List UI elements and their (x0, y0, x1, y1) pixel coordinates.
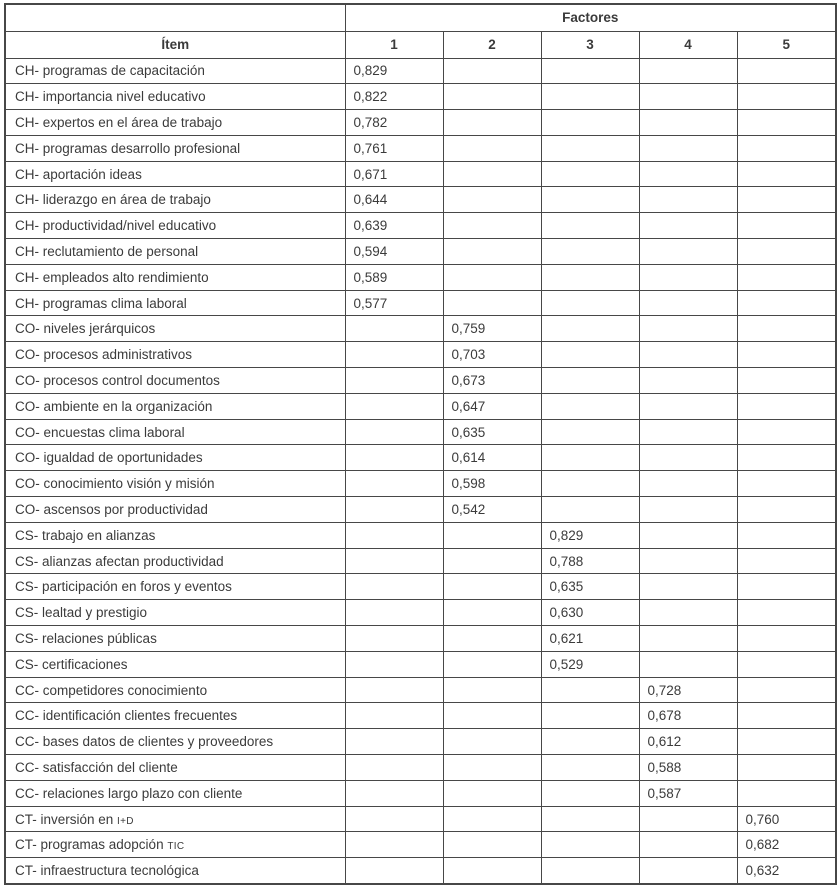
factor-value-cell (639, 574, 737, 600)
factor-value-cell: 0,614 (443, 445, 541, 471)
header-row-factores (5, 4, 836, 31)
factor-value-cell (737, 548, 836, 574)
factor-value-cell: 0,588 (639, 755, 737, 781)
table-row (5, 419, 836, 445)
factor-value-cell (737, 755, 836, 781)
factor-value-cell (345, 445, 443, 471)
item-label-cell: CS- trabajo en alianzas (5, 522, 345, 548)
factor-value-cell (737, 574, 836, 600)
factor-value-cell (737, 239, 836, 265)
table-header (5, 4, 836, 58)
table-row (5, 239, 836, 265)
factor-value-cell (639, 368, 737, 394)
item-label-cell: CH- reclutamiento de personal (5, 239, 345, 265)
factor-value-cell (345, 342, 443, 368)
factor-value-cell (541, 858, 639, 884)
item-label-cell: CO- conocimiento visión y misión (5, 471, 345, 497)
factor-value-cell (443, 84, 541, 110)
factor-value-cell (541, 187, 639, 213)
factor-value-cell (345, 755, 443, 781)
table-row (5, 290, 836, 316)
table-row (5, 497, 836, 523)
factor-loadings-table (4, 3, 837, 885)
item-label-cell: CS- participación en foros y eventos (5, 574, 345, 600)
factor-column-header-1: 1 (345, 31, 443, 58)
table-row (5, 780, 836, 806)
factor-value-cell (443, 806, 541, 832)
factor-value-cell (737, 445, 836, 471)
factor-value-cell (639, 264, 737, 290)
factor-value-cell (639, 600, 737, 626)
factor-value-cell: 0,621 (541, 626, 639, 652)
factor-value-cell (737, 497, 836, 523)
factor-value-cell (345, 806, 443, 832)
table-row (5, 264, 836, 290)
factores-header-cell: Factores (345, 4, 836, 31)
factor-value-cell (345, 677, 443, 703)
factor-value-cell: 0,577 (345, 290, 443, 316)
factor-value-cell (541, 316, 639, 342)
item-label-cell: CH- aportación ideas (5, 161, 345, 187)
factor-value-cell: 0,671 (345, 161, 443, 187)
factor-value-cell: 0,612 (639, 729, 737, 755)
factor-value-cell (443, 161, 541, 187)
factor-value-cell: 0,630 (541, 600, 639, 626)
factor-value-cell (541, 780, 639, 806)
item-label-cell: CO- procesos control documentos (5, 368, 345, 394)
factor-value-cell (541, 497, 639, 523)
item-label-cell: CO- ascensos por productividad (5, 497, 345, 523)
factor-value-cell (639, 84, 737, 110)
factor-value-cell (345, 419, 443, 445)
factor-value-cell: 0,703 (443, 342, 541, 368)
factor-value-cell (443, 755, 541, 781)
factor-value-cell (345, 368, 443, 394)
factor-value-cell: 0,822 (345, 84, 443, 110)
item-label-cell: CH- productividad/nivel educativo (5, 213, 345, 239)
factor-value-cell (737, 368, 836, 394)
table-row (5, 600, 836, 626)
factor-value-cell (443, 600, 541, 626)
factor-value-cell (345, 780, 443, 806)
factor-value-cell (737, 522, 836, 548)
factor-value-cell (737, 264, 836, 290)
factor-value-cell (639, 806, 737, 832)
factor-column-header-2: 2 (443, 31, 541, 58)
factor-value-cell (443, 703, 541, 729)
factor-value-cell (443, 135, 541, 161)
factor-value-cell (541, 729, 639, 755)
factor-value-cell (443, 290, 541, 316)
factor-value-cell (345, 522, 443, 548)
factor-value-cell: 0,788 (541, 548, 639, 574)
factor-value-cell (443, 110, 541, 136)
factor-value-cell (737, 626, 836, 652)
header-row-columns (5, 31, 836, 58)
factor-value-cell (541, 393, 639, 419)
factor-value-cell: 0,635 (541, 574, 639, 600)
item-label-cell: CH- empleados alto rendimiento (5, 264, 345, 290)
factor-value-cell (639, 522, 737, 548)
factor-value-cell (443, 239, 541, 265)
factor-value-cell (541, 806, 639, 832)
table-row (5, 342, 836, 368)
factor-value-cell (443, 187, 541, 213)
factor-value-cell: 0,678 (639, 703, 737, 729)
table-row (5, 755, 836, 781)
factor-value-cell (639, 316, 737, 342)
factor-value-cell (345, 729, 443, 755)
factor-value-cell (443, 780, 541, 806)
factor-value-cell: 0,761 (345, 135, 443, 161)
factor-value-cell (737, 677, 836, 703)
factor-value-cell (737, 213, 836, 239)
item-label-cell: CH- programas desarrollo profesional (5, 135, 345, 161)
smallcaps-text: TIC (167, 841, 185, 853)
factor-value-cell: 0,644 (345, 187, 443, 213)
item-label-cell: CC- identificación clientes frecuentes (5, 703, 345, 729)
table-row (5, 368, 836, 394)
factor-value-cell (639, 858, 737, 884)
factor-value-cell (345, 832, 443, 858)
factor-value-cell: 0,673 (443, 368, 541, 394)
item-label-cell: CC- relaciones largo plazo con cliente (5, 780, 345, 806)
factor-value-cell (639, 419, 737, 445)
item-label-cell: CH- importancia nivel educativo (5, 84, 345, 110)
factor-value-cell (737, 316, 836, 342)
factor-value-cell: 0,635 (443, 419, 541, 445)
factor-value-cell (541, 368, 639, 394)
item-label-cell: CC- bases datos de clientes y proveedores (5, 729, 345, 755)
factor-value-cell (443, 858, 541, 884)
factor-value-cell: 0,647 (443, 393, 541, 419)
factor-value-cell: 0,759 (443, 316, 541, 342)
factor-value-cell (345, 497, 443, 523)
table-row (5, 806, 836, 832)
factor-value-cell: 0,639 (345, 213, 443, 239)
table-row (5, 316, 836, 342)
item-label-cell: CO- encuestas clima laboral (5, 419, 345, 445)
table-row (5, 574, 836, 600)
factor-value-cell (639, 239, 737, 265)
factor-value-cell (345, 393, 443, 419)
factor-value-cell (345, 651, 443, 677)
factor-value-cell (541, 161, 639, 187)
factor-value-cell (443, 58, 541, 84)
item-label-cell: CH- expertos en el área de trabajo (5, 110, 345, 136)
factor-value-cell (737, 58, 836, 84)
factor-value-cell (639, 471, 737, 497)
factor-value-cell: 0,594 (345, 239, 443, 265)
factor-value-cell (737, 187, 836, 213)
factor-value-cell (737, 729, 836, 755)
factor-value-cell (639, 445, 737, 471)
factor-value-cell (737, 703, 836, 729)
factor-value-cell (443, 522, 541, 548)
factor-value-cell (639, 161, 737, 187)
table-row (5, 832, 836, 858)
factor-value-cell (541, 419, 639, 445)
factor-value-cell (541, 703, 639, 729)
factor-value-cell (443, 213, 541, 239)
factor-value-cell (541, 445, 639, 471)
factor-value-cell (443, 574, 541, 600)
factor-value-cell (639, 110, 737, 136)
factor-value-cell (639, 290, 737, 316)
table-row (5, 471, 836, 497)
factor-value-cell (443, 832, 541, 858)
factor-value-cell: 0,589 (345, 264, 443, 290)
factor-value-cell (737, 419, 836, 445)
table-row (5, 651, 836, 677)
factor-value-cell (737, 471, 836, 497)
factor-value-cell (737, 84, 836, 110)
factor-value-cell (541, 84, 639, 110)
factor-column-header-4: 4 (639, 31, 737, 58)
factor-value-cell (443, 626, 541, 652)
factor-value-cell (737, 110, 836, 136)
factor-value-cell: 0,598 (443, 471, 541, 497)
factor-value-cell (541, 110, 639, 136)
corner-empty-cell (5, 4, 345, 31)
factor-value-cell: 0,728 (639, 677, 737, 703)
factor-value-cell (345, 626, 443, 652)
factor-value-cell (345, 703, 443, 729)
factor-value-cell (443, 677, 541, 703)
table-row (5, 135, 836, 161)
item-label-cell: CS- lealtad y prestigio (5, 600, 345, 626)
table-row (5, 445, 836, 471)
factor-value-cell: 0,542 (443, 497, 541, 523)
table-body (5, 58, 836, 884)
factor-value-cell (541, 755, 639, 781)
table-row (5, 187, 836, 213)
item-label-cell: CT- programas adopción TIC (5, 832, 345, 858)
factor-value-cell (541, 832, 639, 858)
table-row (5, 677, 836, 703)
item-label-cell: CO- ambiente en la organización (5, 393, 345, 419)
factor-value-cell (639, 342, 737, 368)
factor-value-cell: 0,587 (639, 780, 737, 806)
factor-value-cell (443, 729, 541, 755)
factor-value-cell (639, 651, 737, 677)
factor-value-cell (541, 213, 639, 239)
factor-value-cell: 0,829 (345, 58, 443, 84)
item-label-cell: CC- competidores conocimiento (5, 677, 345, 703)
factor-value-cell (737, 342, 836, 368)
item-label-cell: CC- satisfacción del cliente (5, 755, 345, 781)
table-row (5, 161, 836, 187)
factor-value-cell: 0,529 (541, 651, 639, 677)
factor-value-cell (443, 651, 541, 677)
item-label-cell: CH- liderazgo en área de trabajo (5, 187, 345, 213)
item-label-cell: CS- alianzas afectan productividad (5, 548, 345, 574)
factor-column-header-3: 3 (541, 31, 639, 58)
factor-value-cell (639, 213, 737, 239)
table-row (5, 110, 836, 136)
item-label-cell: CO- igualdad de oportunidades (5, 445, 345, 471)
item-label-cell: CS- relaciones públicas (5, 626, 345, 652)
factor-value-cell (541, 471, 639, 497)
factor-value-cell (639, 393, 737, 419)
factor-value-cell (737, 161, 836, 187)
factor-value-cell (639, 187, 737, 213)
factor-value-cell (345, 471, 443, 497)
table-row (5, 393, 836, 419)
factor-value-cell (345, 574, 443, 600)
table-row (5, 548, 836, 574)
factor-value-cell: 0,829 (541, 522, 639, 548)
factor-value-cell (639, 497, 737, 523)
factor-value-cell (345, 316, 443, 342)
table-row (5, 213, 836, 239)
item-label-cell: CO- niveles jerárquicos (5, 316, 345, 342)
factor-value-cell (443, 548, 541, 574)
factor-value-cell: 0,760 (737, 806, 836, 832)
factor-value-cell (737, 135, 836, 161)
factor-value-cell (541, 58, 639, 84)
item-header-cell: Ítem (5, 31, 345, 58)
factor-value-cell (737, 600, 836, 626)
factor-value-cell (443, 264, 541, 290)
factor-value-cell: 0,632 (737, 858, 836, 884)
table-row (5, 626, 836, 652)
factor-value-cell (737, 780, 836, 806)
table-row (5, 522, 836, 548)
factor-value-cell (737, 290, 836, 316)
item-label-cell: CO- procesos administrativos (5, 342, 345, 368)
factor-value-cell (639, 548, 737, 574)
table-row (5, 84, 836, 110)
item-label-cell: CH- programas clima laboral (5, 290, 345, 316)
item-label-cell: CT- infraestructura tecnológica (5, 858, 345, 884)
factor-value-cell (639, 626, 737, 652)
factor-value-cell (345, 858, 443, 884)
smallcaps-text: I+D (117, 815, 134, 827)
factor-value-cell (639, 58, 737, 84)
factor-value-cell (541, 264, 639, 290)
item-label-cell: CH- programas de capacitación (5, 58, 345, 84)
factor-value-cell (541, 239, 639, 265)
factor-value-cell (345, 548, 443, 574)
item-label-cell: CT- inversión en I+D (5, 806, 345, 832)
factor-value-cell (639, 135, 737, 161)
table-row (5, 703, 836, 729)
factor-value-cell: 0,782 (345, 110, 443, 136)
factor-value-cell (639, 832, 737, 858)
table-row (5, 858, 836, 884)
table-row (5, 58, 836, 84)
factor-value-cell (541, 135, 639, 161)
factor-value-cell (541, 342, 639, 368)
item-label-cell: CS- certificaciones (5, 651, 345, 677)
factor-value-cell (345, 600, 443, 626)
factor-column-header-5: 5 (737, 31, 836, 58)
table-row (5, 729, 836, 755)
factor-value-cell (541, 677, 639, 703)
factor-value-cell (737, 393, 836, 419)
factor-value-cell (737, 651, 836, 677)
factor-value-cell: 0,682 (737, 832, 836, 858)
factor-value-cell (541, 290, 639, 316)
